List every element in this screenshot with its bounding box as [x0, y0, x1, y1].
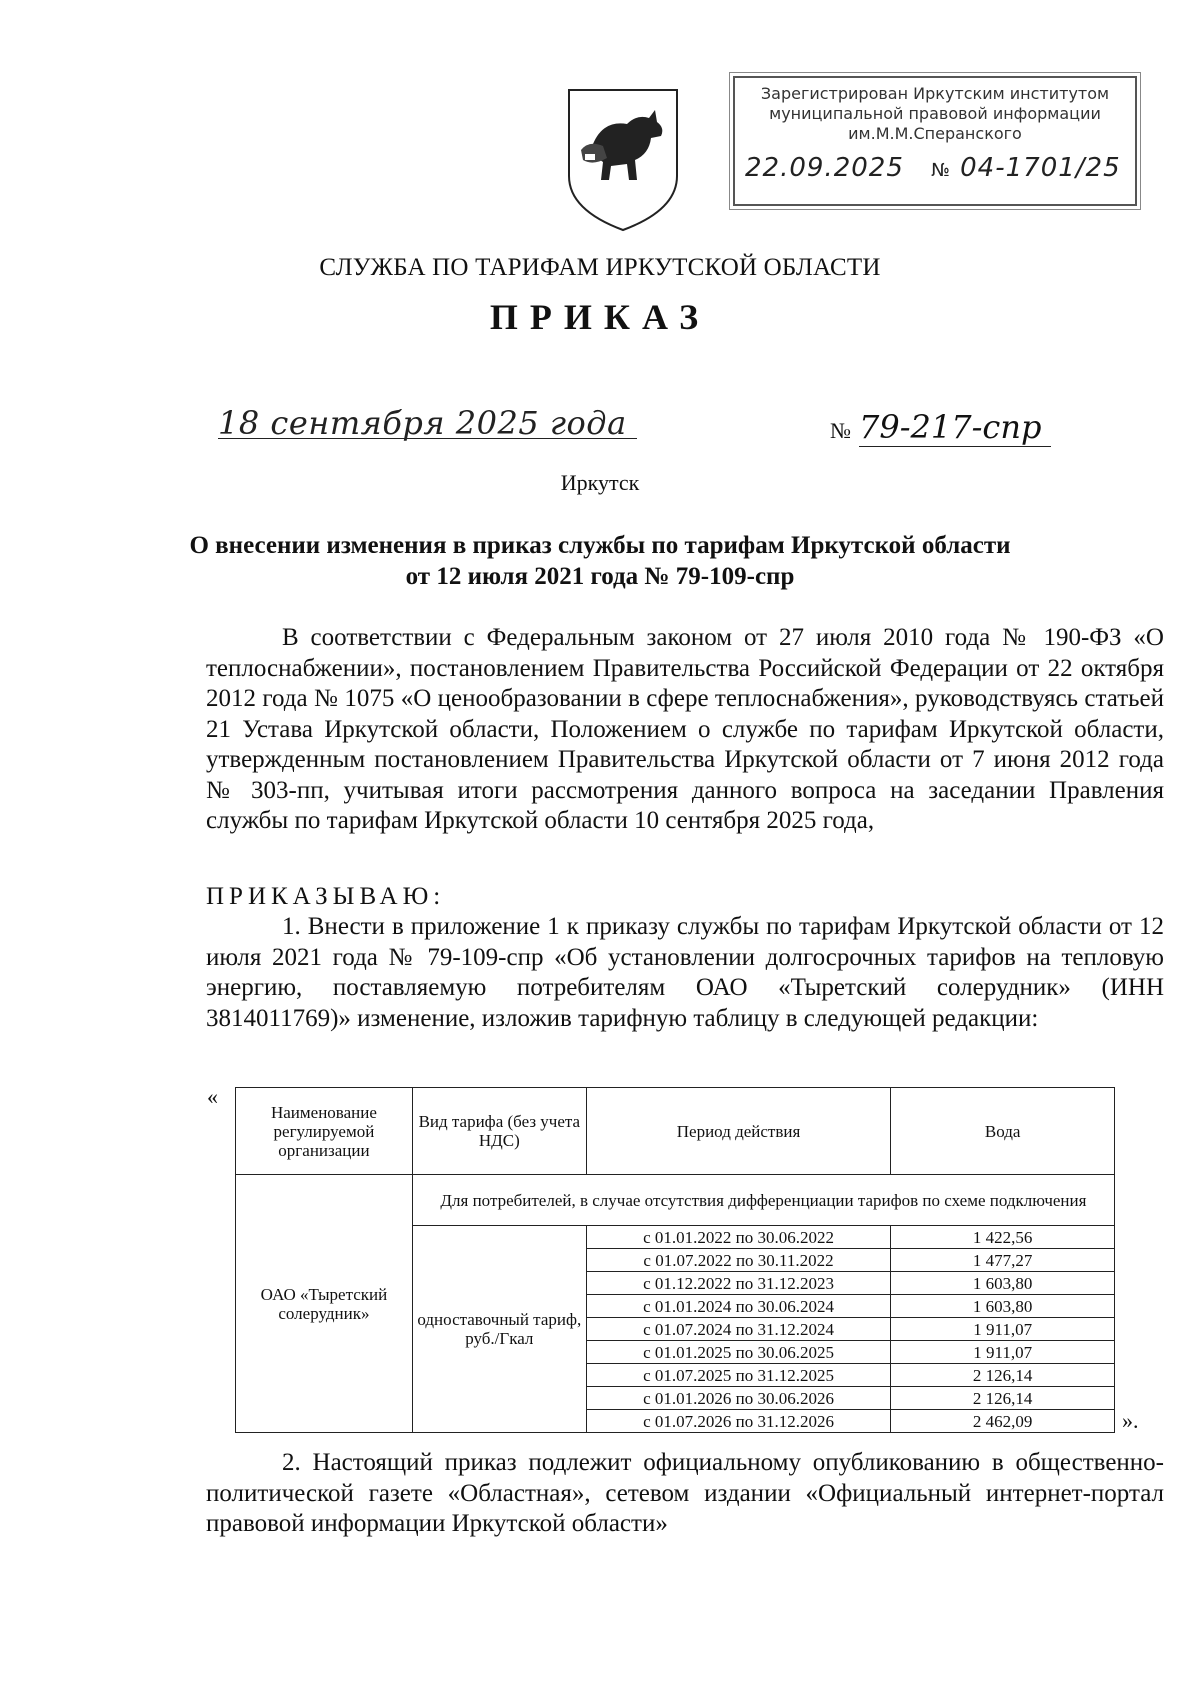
period-cell: с 01.12.2022 по 31.12.2023: [586, 1272, 891, 1295]
header-water: Вода: [891, 1088, 1115, 1175]
order-number-label: №: [830, 418, 851, 443]
clause-2-paragraph: 2. Настоящий приказ подлежит официальному опубликованию в общественно-политической газете «Областная», сетевом издании «Официальный интернет-портал правовой информации Иркутской области»: [206, 1449, 1164, 1537]
organization-cell: ОАО «Тыретский солерудник»: [236, 1175, 413, 1433]
stamp-date: 22.09.2025: [745, 153, 904, 183]
order-date: 18 сентября 2025 года: [218, 404, 627, 442]
value-cell: 2 126,14: [891, 1364, 1115, 1387]
period-cell: с 01.07.2022 по 30.11.2022: [586, 1249, 891, 1272]
tariff-type-cell: одноставочный тариф, руб./Гкал: [412, 1226, 586, 1433]
order-word: ПРИКАЗЫВАЮ:: [206, 883, 446, 910]
document-type: ПРИКАЗ: [489, 297, 711, 337]
order-number: [830, 408, 1051, 446]
quote-open: «: [207, 1084, 218, 1109]
period-cell: с 01.01.2025 по 30.06.2025: [586, 1341, 891, 1364]
city: Иркутск: [560, 470, 640, 495]
period-cell: с 01.07.2026 по 31.12.2026: [586, 1410, 891, 1433]
header-tariff-type: Вид тарифа (без учета НДС): [412, 1088, 586, 1175]
stamp-line-3: им.М.М.Сперанского: [848, 124, 1022, 143]
value-cell: 1 603,80: [891, 1272, 1115, 1295]
clause-1-paragraph: 1. Внести в приложение 1 к приказу службы по тарифам Иркутской области от 12 июля 2021 года № 79-109-спр «Об установлении долгосрочных тарифов на тепловую энергию, поставляемую потребителям ОАО «Тыретский солерудник» (ИНН 3814011769)» изменение, изложив тарифную таблицу в следующей редакции:: [206, 913, 1164, 1032]
value-cell: 1 911,07: [891, 1341, 1115, 1364]
period-cell: с 01.07.2025 по 31.12.2025: [586, 1364, 891, 1387]
value-cell: 1 603,80: [891, 1295, 1115, 1318]
title-line-2: от 12 июля 2021 года № 79-109-спр: [405, 563, 795, 590]
stamp-line-1: Зарегистрирован Иркутским институтом: [760, 84, 1110, 103]
coat-of-arms-icon: [563, 84, 683, 234]
agency-name: СЛУЖБА ПО ТАРИФАМ ИРКУТСКОЙ ОБЛАСТИ: [319, 254, 881, 281]
value-cell: 1 477,27: [891, 1249, 1115, 1272]
period-cell: с 01.01.2026 по 30.06.2026: [586, 1387, 891, 1410]
header-organization: Наименование регулируемой организации: [236, 1088, 413, 1175]
tariff-table: [235, 1087, 1115, 1433]
table-header-row: [236, 1088, 1115, 1175]
period-cell: с 01.01.2024 по 30.06.2024: [586, 1295, 891, 1318]
table-subheader-row: [236, 1175, 1115, 1226]
subheader-cell: Для потребителей, в случае отсутствия дифференциации тарифов по схеме подключения: [412, 1175, 1114, 1226]
stamp-handwritten: [745, 153, 1125, 183]
stamp-number-label: №: [931, 160, 951, 181]
preamble-paragraph: В соответствии с Федеральным законом от 27 июля 2010 года № 190-ФЗ «О теплоснабжении», постановлением Правительства Российской Федерации от 22 октября 2012 года № 1075 «О ценообразовании в сфере теплоснабжения», руководствуясь статьей 21 Устава Иркутской области, Положением о службе по тарифам Иркутской области, утвержденным постановлением Правительства Иркутской области от 7 июня 2012 года № 303-пп, учитывая итоги рассмотрения данного вопроса на заседании Правления службы по тарифам Иркутской области 10 сентября 2025 года,: [206, 624, 1164, 834]
value-cell: 1 911,07: [891, 1318, 1115, 1341]
registration-stamp: [733, 76, 1137, 206]
value-cell: 2 462,09: [891, 1410, 1115, 1433]
order-number-value: 79-217-спр: [859, 408, 1051, 447]
title-line-1: О внесении изменения в приказ службы по тарифам Иркутской области: [189, 532, 1011, 559]
stamp-number: 04-1701/25: [960, 153, 1121, 183]
stamp-line-2: муниципальной правовой информации: [769, 104, 1101, 123]
value-cell: 1 422,56: [891, 1226, 1115, 1249]
period-cell: с 01.07.2024 по 31.12.2024: [586, 1318, 891, 1341]
header-period: Период действия: [586, 1088, 891, 1175]
value-cell: 2 126,14: [891, 1387, 1115, 1410]
period-cell: с 01.01.2022 по 30.06.2022: [586, 1226, 891, 1249]
document-title: [189, 530, 1011, 592]
quote-close: ».: [1122, 1408, 1139, 1433]
